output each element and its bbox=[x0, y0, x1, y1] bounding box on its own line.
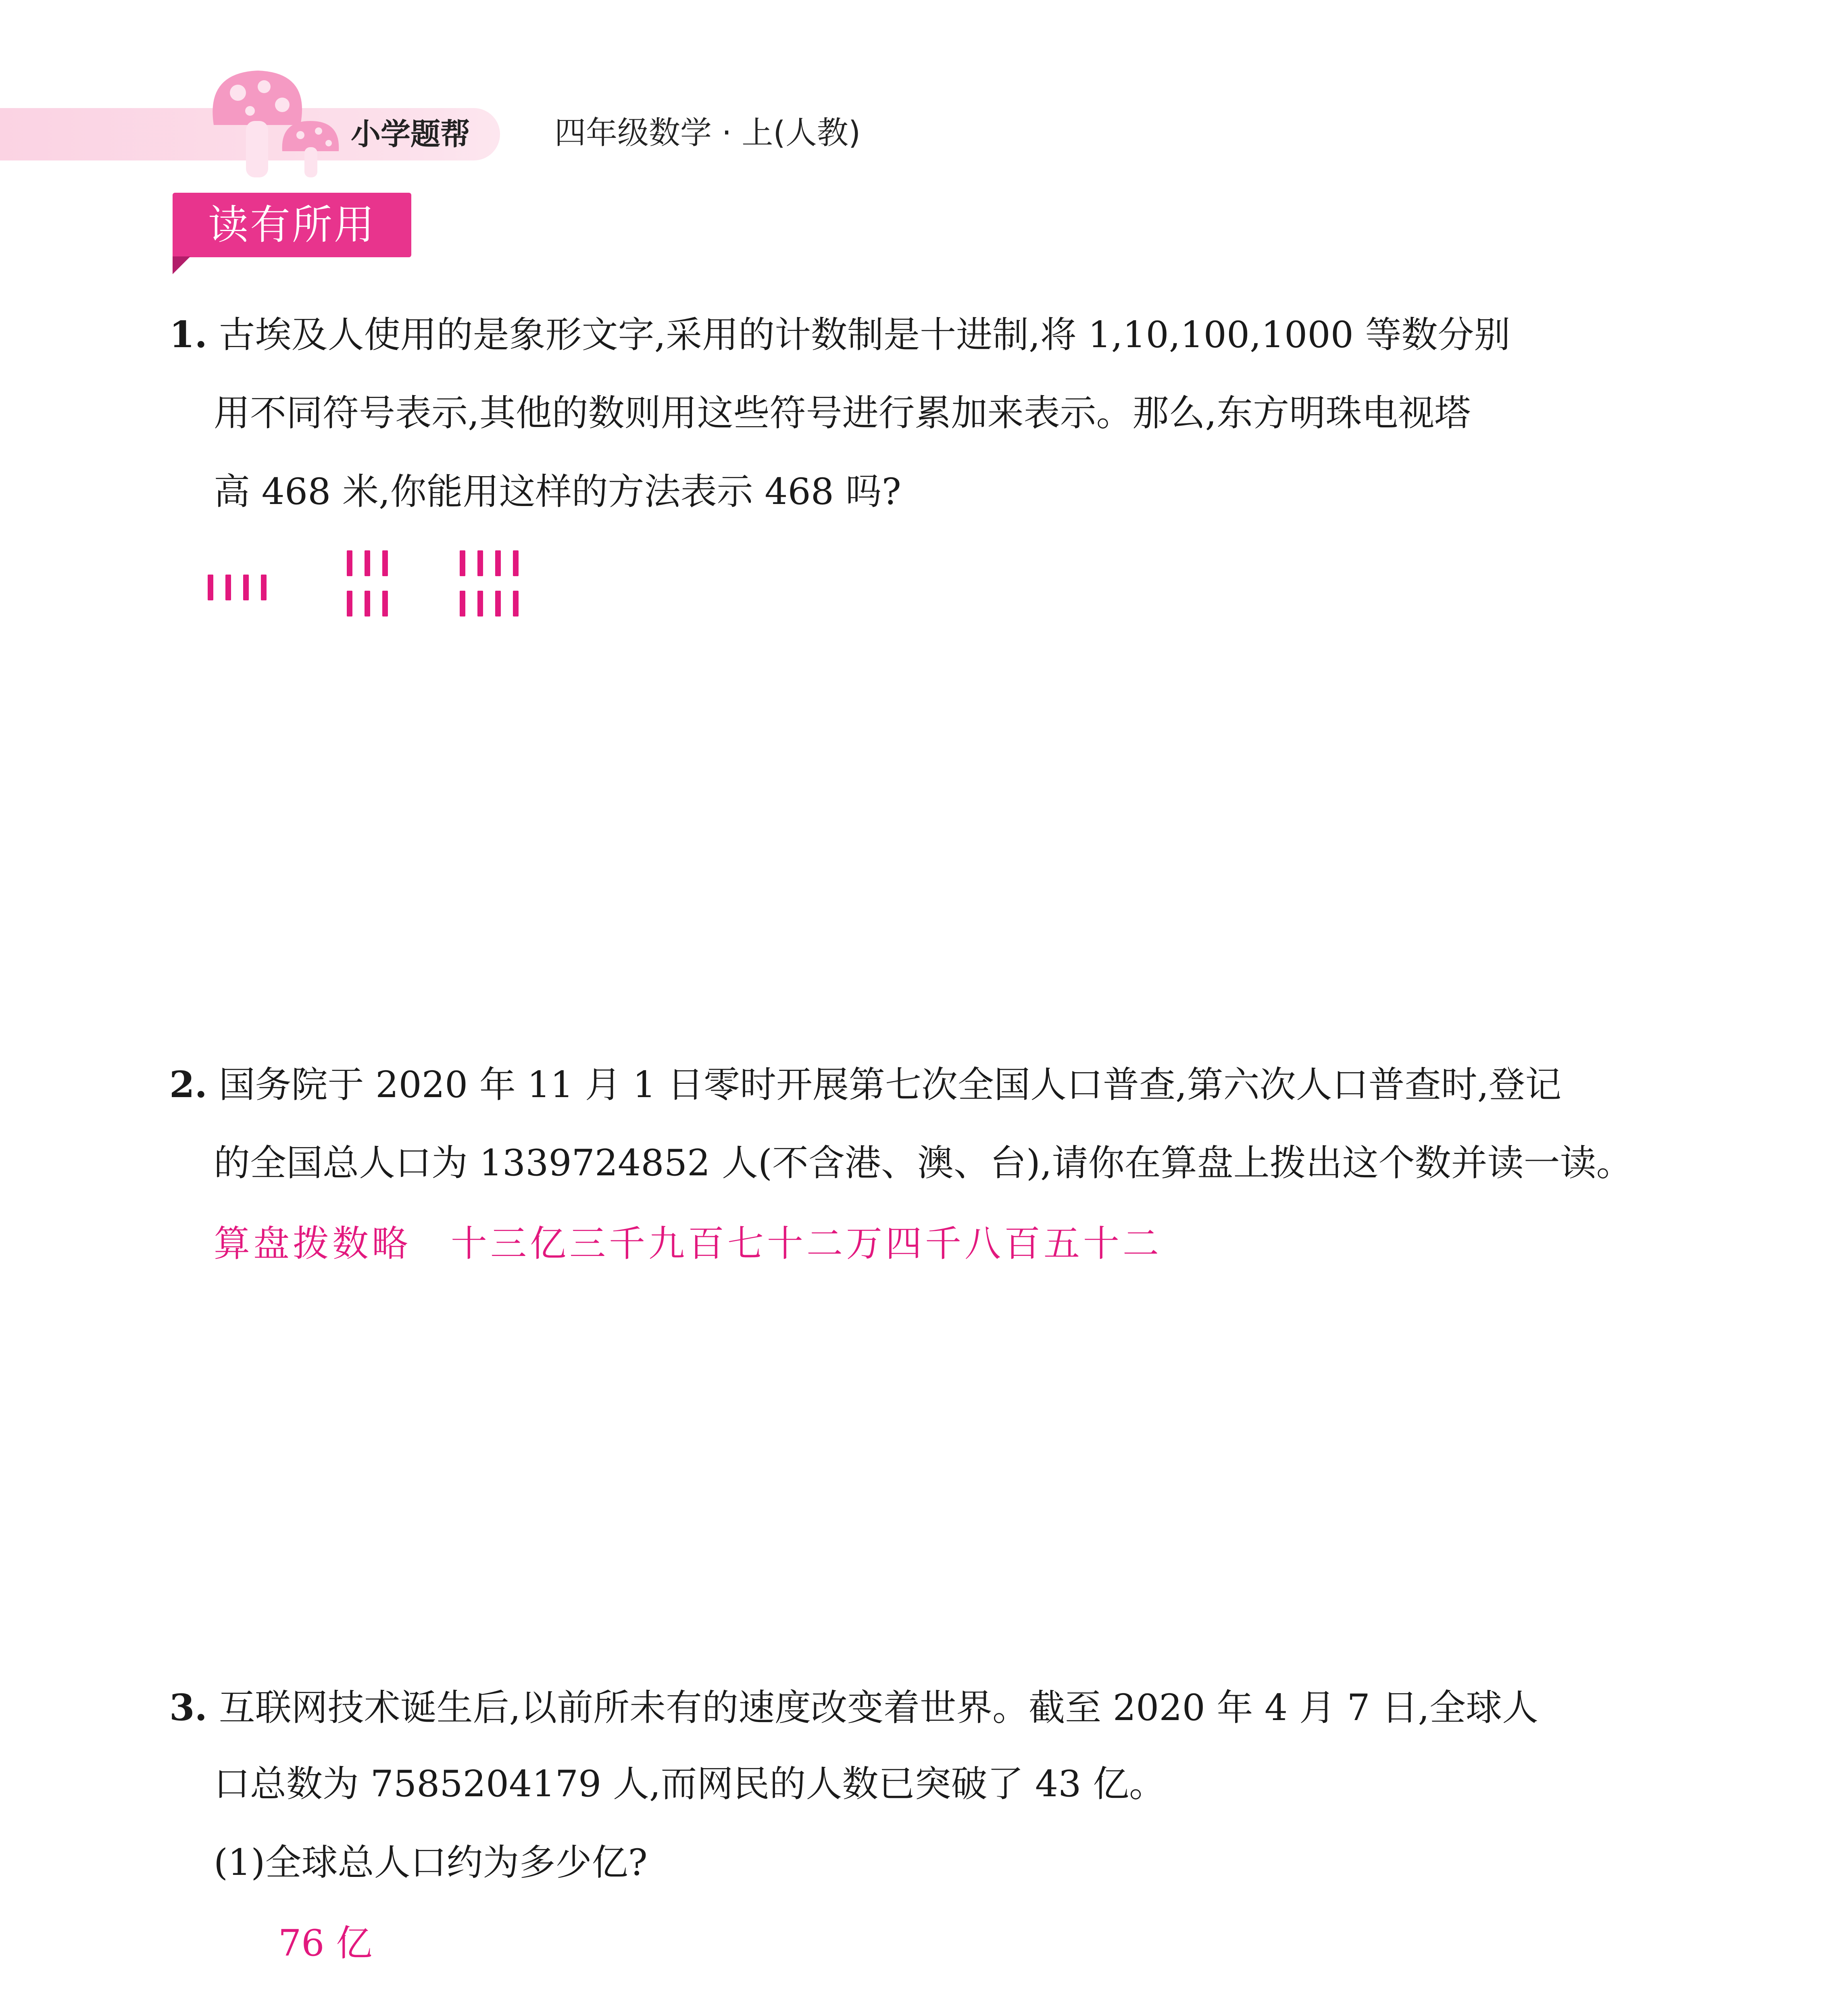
question-text: 古埃及人使用的是象形文字,采用的计数制是十进制,将 1,10,100,1000 等数分别 bbox=[219, 314, 1511, 356]
question-number: 2 bbox=[169, 1063, 195, 1106]
tally-mark-ones bbox=[477, 591, 483, 616]
question-number: 3 bbox=[169, 1686, 195, 1729]
tally-mark-tens bbox=[365, 591, 370, 616]
question-3-sub-1 bbox=[214, 1839, 648, 1887]
tally-mark-tens bbox=[365, 550, 370, 576]
question-text: 国务院于 2020 年 11 月 1 日零时开展第七次全国人口普查,第六次人口普查时,登记 bbox=[219, 1064, 1562, 1106]
question-1-line-2: 用不同符号表示,其他的数则用这些符号进行累加来表示。那么,东方明珠电视塔 bbox=[214, 392, 1471, 434]
tally-mark-ones bbox=[495, 591, 501, 616]
tally-mark-hundreds bbox=[225, 575, 231, 600]
question-2-line-1: 2. 国务院于 2020 年 11 月 1 日零时开展第七次全国人口普查,第六次人口普查时,登记 bbox=[169, 1063, 1562, 1106]
tally-mark-ones bbox=[495, 550, 501, 576]
question-2-line-2: 的全国总人口为 1339724852 人(不含港、澳、台),请你在算盘上拨出这个数并读一读。 bbox=[214, 1142, 1633, 1184]
question-3-line-1: 3. 互联网技术诞生后,以前所未有的速度改变着世界。截至 2020 年 4 月 7 日,全球人 bbox=[169, 1686, 1539, 1729]
tally-mark-tens bbox=[382, 550, 388, 576]
question-3-line-2: 口总数为 7585204179 人,而网民的人数已突破了 43 亿。 bbox=[214, 1763, 1166, 1805]
tally-mark-tens bbox=[347, 550, 352, 576]
tally-mark-ones bbox=[513, 550, 519, 576]
brand-name: 小学题帮 bbox=[351, 117, 470, 152]
tally-mark-tens bbox=[382, 591, 388, 616]
tally-mark-ones bbox=[460, 591, 465, 616]
tally-mark-hundreds bbox=[208, 575, 213, 600]
tally-mark-tens bbox=[347, 591, 352, 616]
mushroom-icon bbox=[190, 65, 359, 181]
question-1-line-3: 高 468 米,你能用这样的方法表示 468 吗? bbox=[214, 471, 901, 513]
section-badge: 读有所用 bbox=[173, 193, 411, 257]
section-badge-tail bbox=[173, 256, 190, 274]
book-title: 四年级数学 · 上(人教) bbox=[554, 115, 861, 151]
sub-text: 全球总人口约为多少亿? bbox=[265, 1841, 648, 1884]
tally-mark-hundreds bbox=[261, 575, 267, 600]
question-number: 1 bbox=[169, 313, 195, 356]
tally-mark-ones bbox=[477, 550, 483, 576]
question-2-answer: 算盘拨数略 十三亿三千九百七十二万四千八百五十二 bbox=[214, 1223, 1162, 1265]
sub-label: (1) bbox=[214, 1841, 265, 1884]
question-text: 互联网技术诞生后,以前所未有的速度改变着世界。截至 2020 年 4 月 7 日,全球人 bbox=[219, 1687, 1539, 1729]
question-3-sub-1-answer: 76 亿 bbox=[278, 1922, 373, 1964]
tally-mark-ones bbox=[513, 591, 519, 616]
tally-mark-hundreds bbox=[243, 575, 249, 600]
question-1-line-1: 1. 古埃及人使用的是象形文字,采用的计数制是十进制,将 1,10,100,1000 等数分别 bbox=[169, 313, 1511, 356]
tally-mark-ones bbox=[460, 550, 465, 576]
